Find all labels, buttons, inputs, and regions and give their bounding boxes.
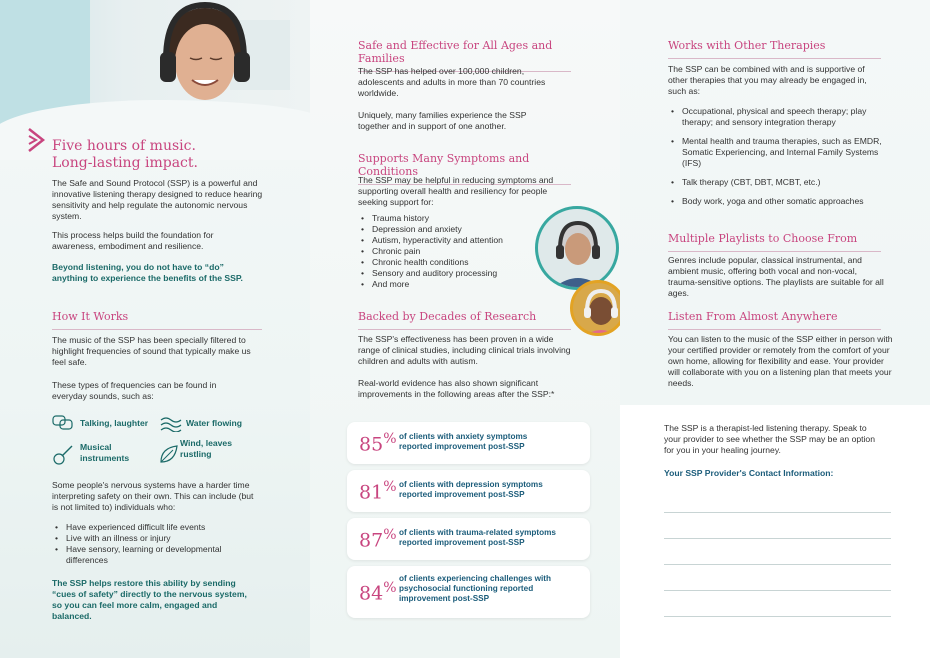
stat-number: 81 <box>359 481 384 504</box>
chevron-logo-icon <box>26 126 48 156</box>
conditions-list-item: • Depression and anxiety <box>358 224 533 235</box>
stat-number: 84 <box>359 582 384 605</box>
conditions-list <box>358 213 533 290</box>
how-paragraph-1: The music of the SSP has been specially filtered to highlight frequencies of sound that typically make us feel safe. <box>52 335 251 367</box>
stat-number: 87 <box>359 529 384 552</box>
stat-description: of clients with depression symptoms reported improvement post-SSP <box>399 480 543 499</box>
contact-line[interactable] <box>664 538 891 539</box>
who-list-item: • Live with an illness or injury <box>52 533 257 544</box>
stat-description: of clients experiencing challenges with psychosocial functioning reported improvement post-SSP <box>399 574 551 603</box>
conditions-list-item: • And more <box>358 279 533 290</box>
stat-value <box>359 527 397 551</box>
safe-paragraph-1: The SSP has helped over 100,000 children, adolescents and adults in more than 70 countries worldwide. <box>358 66 546 98</box>
listen-heading: Listen From Almost Anywhere <box>668 310 881 330</box>
sound-label: Water flowing <box>186 418 243 428</box>
child-with-headphones-photo <box>570 280 626 336</box>
stat-unit: % <box>383 580 397 596</box>
stat-card <box>347 470 590 512</box>
safe-effective-heading: Safe and Effective for All Ages and Families <box>358 39 571 72</box>
stat-unit: % <box>383 527 397 543</box>
speech-bubbles-icon <box>52 414 74 432</box>
who-list <box>52 522 257 566</box>
stat-card <box>347 566 590 618</box>
panel-title <box>52 138 198 172</box>
guitar-icon <box>52 444 74 466</box>
conditions-list-item: • Autism, hyperactivity and attention <box>358 235 533 246</box>
stat-description: of clients with trauma-related symptoms reported improvement post-SSP <box>399 528 556 547</box>
title-line-1: Five hours of music. <box>52 138 196 154</box>
conditions-list-item: • Sensory and auditory processing <box>358 268 533 279</box>
who-list-item: • Have sensory, learning or developmental differences <box>52 544 257 566</box>
contact-line[interactable] <box>664 590 891 591</box>
therapies-list <box>668 106 883 207</box>
stat-value <box>359 479 397 503</box>
contact-line[interactable] <box>664 616 891 617</box>
how-it-works-heading: How It Works <box>52 310 262 330</box>
therapies-list-item: • Occupational, physical and speech therapy; play therapy; and sensory integration therapy <box>668 106 883 128</box>
playlists-heading: Multiple Playlists to Choose From <box>668 232 881 252</box>
woman-with-headphones-photo <box>535 206 619 290</box>
stat-number: 85 <box>359 433 384 456</box>
therapies-paragraph: The SSP can be combined with and is supportive of other therapies that you may already be engaged in, such as: <box>668 64 867 96</box>
intro-paragraph-2: This process helps build the foundation for awareness, embodiment and resilience. <box>52 230 214 251</box>
sound-label: Wind, leaves rustling <box>180 438 232 459</box>
stat-description: of clients with anxiety symptoms reported improvement post-SSP <box>399 432 528 451</box>
stat-card <box>347 518 590 560</box>
research-heading: Backed by Decades of Research <box>358 310 571 330</box>
left-panel <box>0 0 310 658</box>
leaves-icon <box>158 442 180 466</box>
sound-label: Musical instruments <box>80 442 130 463</box>
supports-heading: Supports Many Symptoms and Conditions <box>358 152 571 185</box>
conditions-list-item: • Chronic pain <box>358 246 533 257</box>
stat-unit: % <box>383 479 397 495</box>
title-line-2: Long-lasting impact. <box>52 155 198 171</box>
therapist-paragraph: The SSP is a therapist-led listening therapy. Speak to your provider to see whether the SSP may be an option for you in your healing journey. <box>664 423 875 455</box>
conditions-list-item: • Trauma history <box>358 213 533 224</box>
stat-value <box>359 431 397 455</box>
supports-paragraph: The SSP may be helpful in reducing symptoms and supporting overall health and resiliency for people seeking support for: <box>358 175 554 207</box>
closing-text: The SSP helps restore this ability by sending “cues of safety” directly to the nervous system, so you can feel more calm, engaged and balanced. <box>52 578 247 621</box>
how-paragraph-3: Some people's nervous systems have a harder time interpreting safety on their own. This can include (but is not limited to) individuals who: <box>52 480 254 512</box>
therapies-list-item: • Talk therapy (CBT, DBT, MCBT, etc.) <box>668 177 883 188</box>
playlists-paragraph: Genres include popular, classical instrumental, and ambient music, offering both vocal and non-vocal, trauma-sensitive options. The playlists are suitable for all ages. <box>668 255 884 298</box>
conditions-list-item: • Chronic health conditions <box>358 257 533 268</box>
therapies-list-item: • Body work, yoga and other somatic approaches <box>668 196 883 207</box>
contact-line[interactable] <box>664 564 891 565</box>
how-paragraph-2: These types of frequencies can be found in everyday sounds, such as: <box>52 380 217 401</box>
emphasis-text: Beyond listening, you do not have to “do” anything to experience the benefits of the SSP. <box>52 262 243 283</box>
intro-paragraph: The Safe and Sound Protocol (SSP) is a powerful and innovative listening therapy designed to reduce hearing sensitivity and help regulate the autonomic nervous system. <box>52 178 263 221</box>
water-waves-icon <box>160 414 182 432</box>
who-list-item: • Have experienced difficult life events <box>52 522 257 533</box>
research-paragraph-2: Real-world evidence has also shown significant improvements in the following areas after the SSP:* <box>358 378 555 399</box>
sound-label: Talking, laughter <box>80 418 149 428</box>
therapies-heading: Works with Other Therapies <box>668 39 881 59</box>
research-paragraph-1: The SSP's effectiveness has been proven in a wide range of clinical studies, including clinical trials involving children and adults with autism. <box>358 334 571 366</box>
safe-paragraph-2: Uniquely, many families experience the SSP together and in support of one another. <box>358 110 527 131</box>
contact-line[interactable] <box>664 512 891 513</box>
stat-card <box>347 422 590 464</box>
contact-label: Your SSP Provider's Contact Information: <box>664 468 834 478</box>
listen-paragraph: You can listen to the music of the SSP either in person with your certified provider or remotely from the comfort of your own home, allowing for flexibility and ease. Your provider will collaborate with you on a listening plan that meets your needs. <box>668 334 893 388</box>
therapies-list-item: • Mental health and trauma therapies, such as EMDR, Somatic Experiencing, and Internal Family Systems (IFS) <box>668 136 883 169</box>
stat-unit: % <box>383 431 397 447</box>
stat-value <box>359 580 397 604</box>
